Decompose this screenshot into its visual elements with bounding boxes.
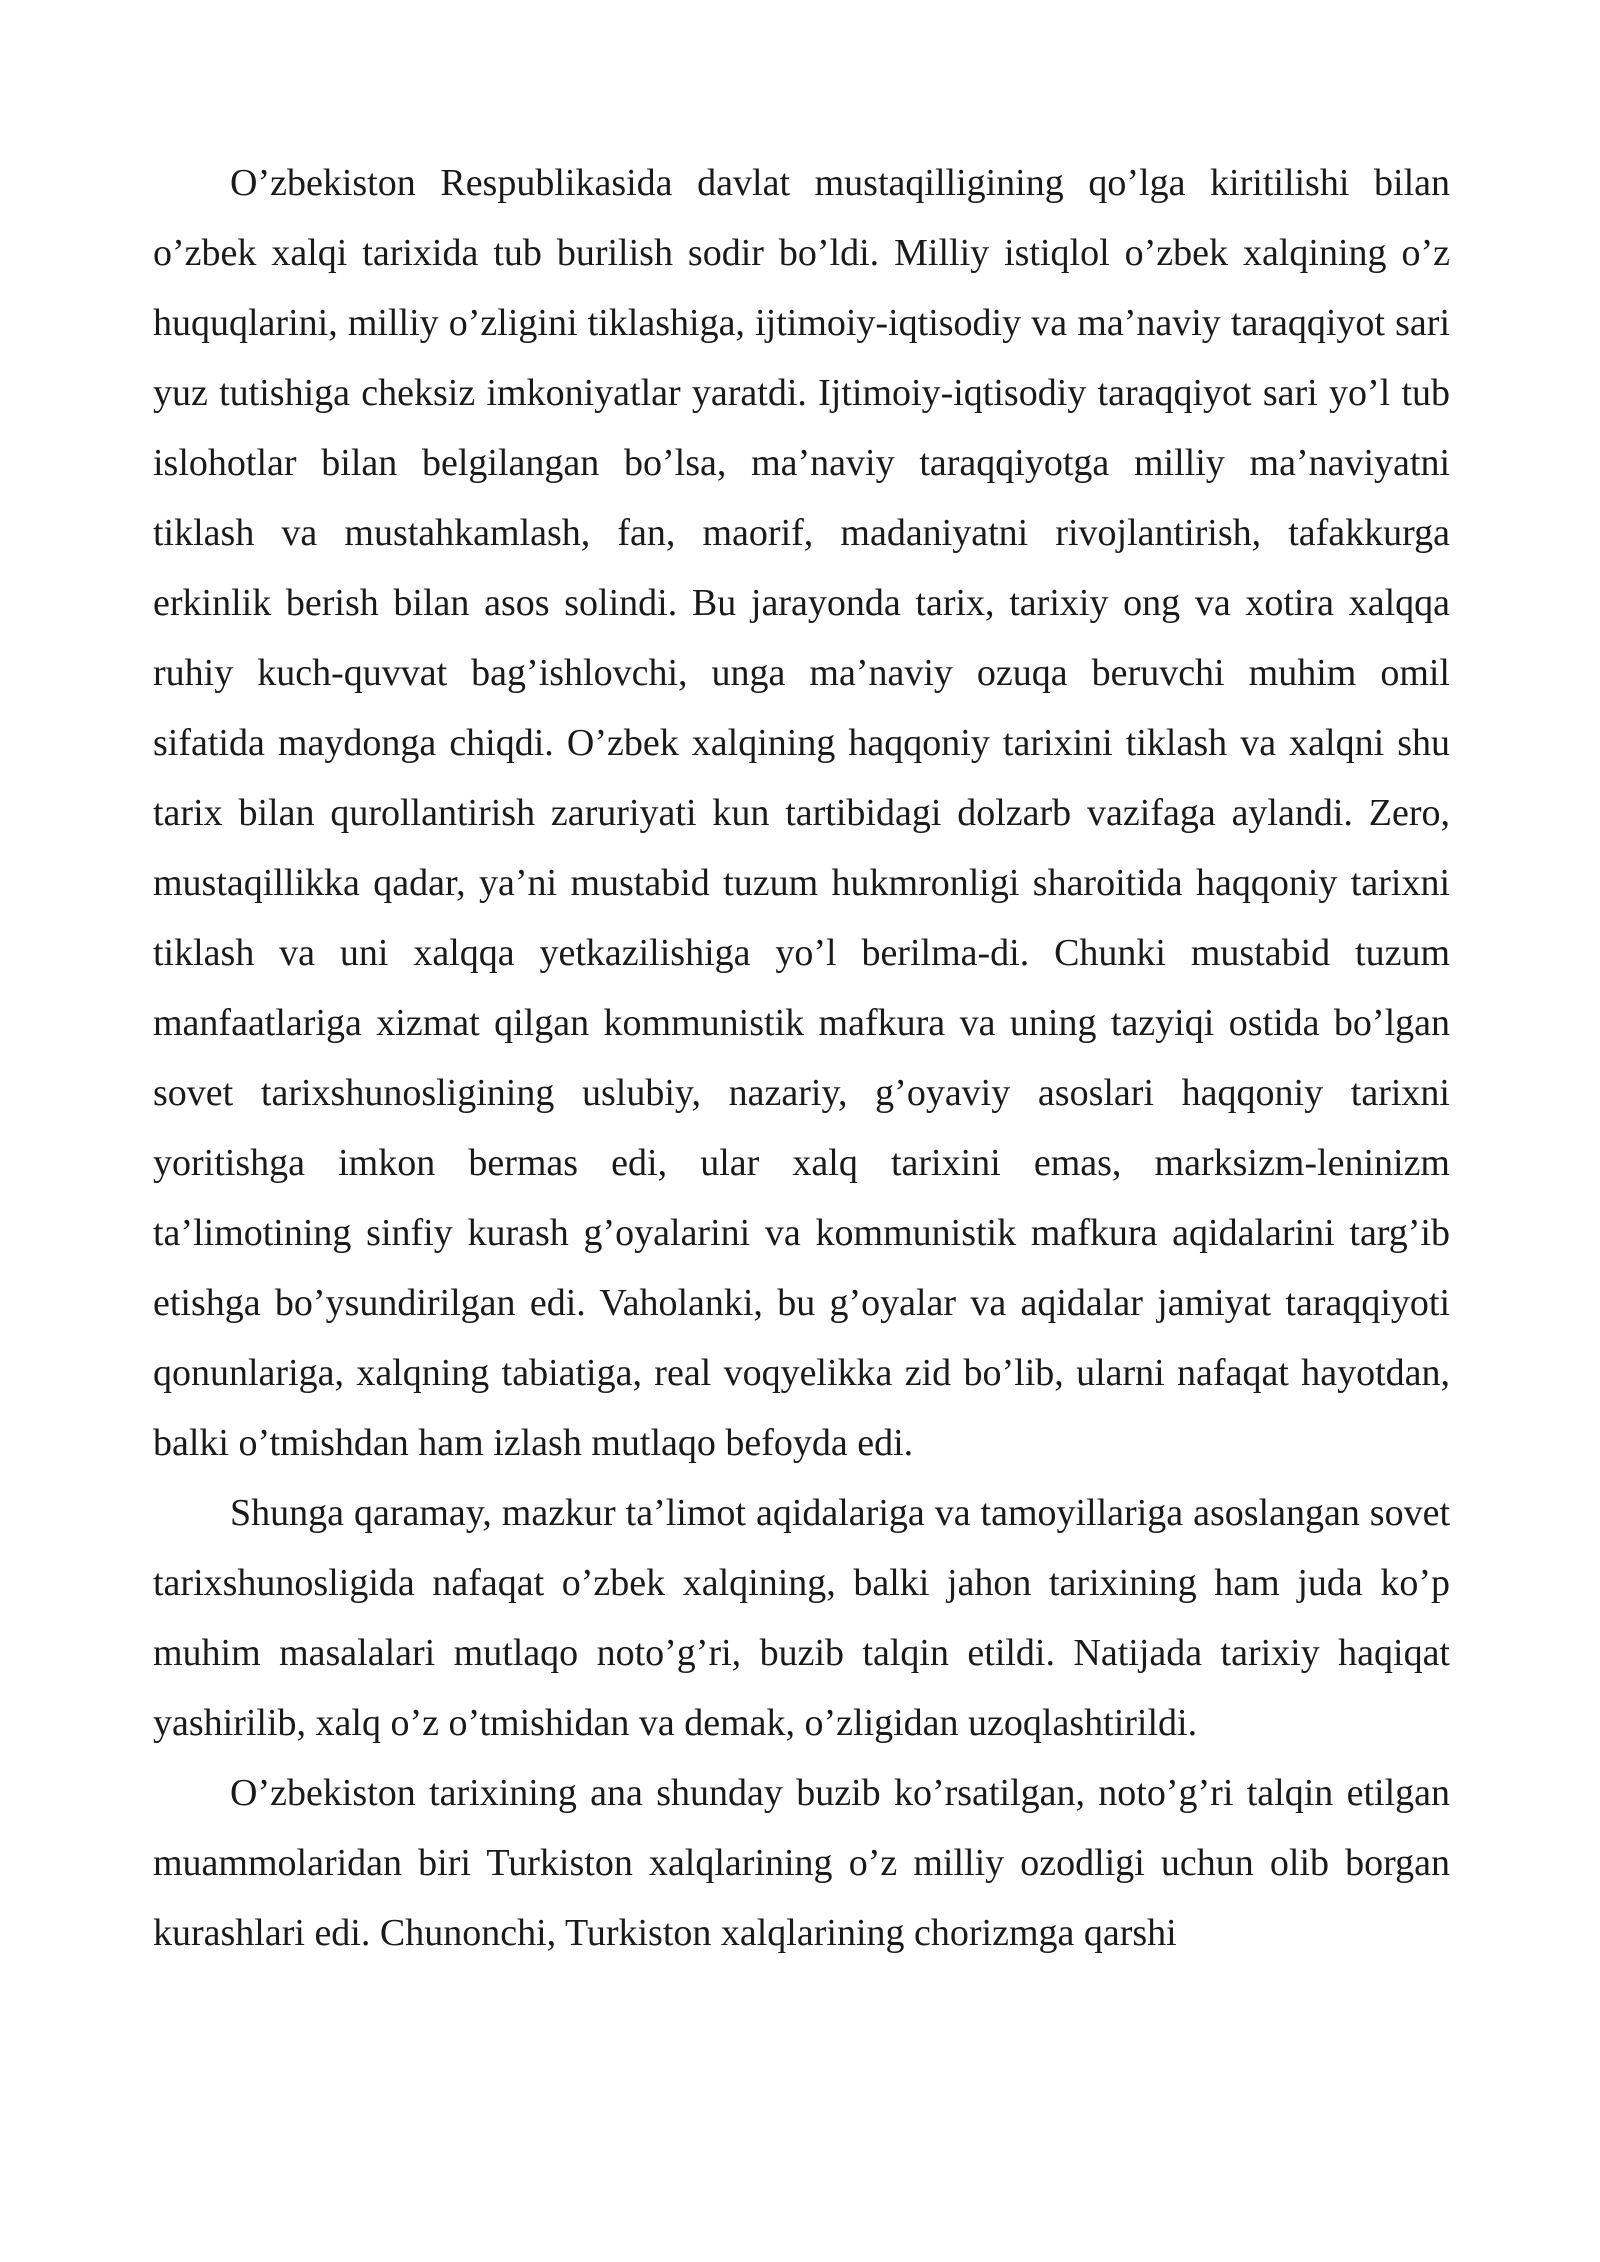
paragraph: O’zbekiston Respublikasida davlat mustaqilligining qo’lga kiritilishi bilan o’zbek xalqi tarixida tub burilish sodir bo’ldi. Milliy istiqlol o’zbek xalqining o’z huquqlarini, milliy o’zligini tiklashiga, ijtimoiy-iqtisodiy va ma’naviy taraqqiyot sari yuz tutishiga cheksiz imkoniyatlar yaratdi. Ijtimoiy-iqtisodiy taraqqiyot sari yo’l tub islohotlar bilan belgilangan bo’lsa, ma’naviy taraqqiyotga milliy ma’naviyatni tiklash va mustahkamlash, fan, maorif, madaniyatni rivojlantirish, tafakkurga erkinlik berish bilan asos solindi. Bu jarayonda tarix, tarixiy ong va xotira xalqqa ruhiy kuch-quvvat bag’ishlovchi, unga ma’naviy ozuqa beruvchi muhim omil sifatida maydonga chiqdi. O’zbek xalqining haqqoniy tarixini tiklash va xalqni shu tarix bilan qurollantirish zaruriyati kun tartibidagi dolzarb vazifaga aylandi. Zero, mustaqillikka qadar, ya’ni mustabid tuzum hukmronligi sharoitida haqqoniy tarixni tiklash va uni xalqqa yetkazilishiga yo’l berilma-di. Chunki mustabid tuzum manfaatlariga xizmat qilgan kommunistik mafkura va uning tazyiqi ostida bo’lgan sovet tarixshunosligining uslubiy, nazariy, g’oyaviy asoslari haqqoniy tarixni yoritishga imkon bermas edi, ular xalq tarixini emas, marksizm-leninizm ta’limotining sinfiy kurash g’oyalarini va kommunistik mafkura aqidalarini targ’ib etishga bo’ysundirilgan edi. Vaholanki, bu g’oyalar va aqidalar jamiyat taraqqiyoti qonunlariga, xalqning tabiatiga, real voqyelikka zid bo’lib, ularni nafaqat hayotdan, balki o’tmishdan ham izlash mutlaqo befoyda edi.	[153, 162, 1450, 1464]
paragraph: O’zbekiston tarixining ana shunday buzib ko’rsatilgan, noto’g’ri talqin etilgan muammolaridan biri Turkiston xalqlarining o’z milliy ozodligi uchun olib borgan kurashlari edi. Chunonchi, Turkiston xalqlarining chorizmga qarshi	[153, 1772, 1450, 1954]
body-text	[153, 148, 1450, 1968]
paragraph: Shunga qaramay, mazkur ta’limot aqidalariga va tamoyillariga asoslangan sovet tarixshunosligida nafaqat o’zbek xalqining, balki jahon tarixining ham juda ko’p muhim masalalari mutlaqo noto’g’ri, buzib talqin etildi. Natijada tarixiy haqiqat yashirilib, xalq o’z o’tmishidan va demak, o’zligidan uzoqlashtirildi.	[153, 1492, 1450, 1744]
